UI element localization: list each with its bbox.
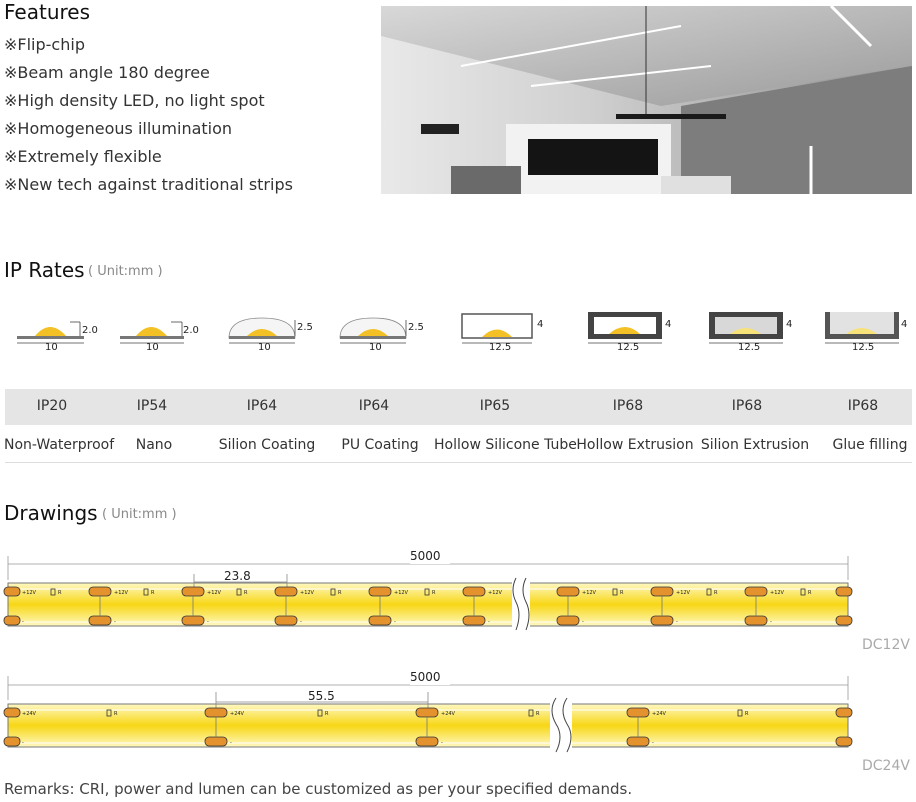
cross-section-height: 4 — [537, 319, 544, 330]
strip-r-label: R — [58, 590, 62, 596]
cross-section-ip54 — [120, 322, 199, 353]
strip-minus-label: - — [114, 619, 116, 625]
ip-rating: IP64 — [358, 398, 390, 414]
remarks-text: Remarks: CRI, power and lumen can be customized as per your specified demands. — [4, 780, 633, 798]
feature-item: ※High density LED, no light spot — [4, 91, 265, 110]
strip-r-label: R — [432, 590, 436, 596]
cross-section-height: 2.0 — [82, 325, 98, 336]
features-title: Features — [4, 0, 90, 24]
ip-rates-title: IP Rates — [4, 258, 85, 282]
cross-section-width: 10 — [146, 342, 159, 353]
ip-product-name: Non-Waterproof — [4, 437, 115, 453]
ip-product-name: PU Coating — [341, 437, 419, 453]
ip-product-name: Hollow Silicone Tube — [434, 437, 577, 453]
strip-plus-label: +12V — [207, 590, 221, 596]
cross-section-ip68-glue — [825, 312, 907, 353]
ip-rating: IP20 — [36, 398, 68, 414]
cross-section-width: 10 — [45, 342, 58, 353]
ip-product-name: Glue filling — [832, 437, 908, 453]
cross-section-ip65 — [462, 314, 543, 353]
feature-item: ※New tech against traditional strips — [4, 175, 293, 194]
strip-minus-label: - — [582, 619, 584, 625]
strip-plus-label: +12V — [488, 590, 502, 596]
cross-section-height: 2.0 — [183, 325, 199, 336]
strip-r-label: R — [325, 711, 329, 717]
ip-product-name: Hollow Extrusion — [576, 437, 694, 453]
cross-section-ip20 — [17, 322, 98, 353]
ip-rating: IP64 — [246, 398, 278, 414]
cross-section-width: 12.5 — [489, 342, 512, 353]
ip-product-name: Silion Coating — [218, 437, 316, 453]
ip-product-name: Nano — [135, 437, 173, 453]
strip-minus-label: - — [230, 740, 232, 746]
ip-rates-unit: ( Unit:mm ) — [88, 264, 163, 279]
strip-r-label: R — [151, 590, 155, 596]
strip-minus-label: - — [652, 740, 654, 746]
ip-table-divider — [5, 462, 912, 463]
ip-rating: IP68 — [612, 398, 644, 414]
voltage-label-12v: DC12V — [862, 637, 910, 653]
strip-plus-label: +24V — [652, 711, 666, 717]
ip-rating: IP54 — [136, 398, 168, 414]
strip-plus-label: +12V — [394, 590, 408, 596]
strip-length-label: 5000 — [410, 670, 441, 684]
strip-r-label: R — [745, 711, 749, 717]
strip-plus-label: +12V — [676, 590, 690, 596]
strip-plus-label: +24V — [230, 711, 244, 717]
strip-24v — [4, 669, 852, 752]
strip-plus-label: +12V — [114, 590, 128, 596]
ip-rating: IP68 — [731, 398, 763, 414]
strip-plus-label: +24V — [441, 711, 455, 717]
cross-section-ip68-silicone — [709, 312, 792, 353]
strip-minus-label: - — [22, 740, 24, 746]
strip-minus-label: - — [394, 619, 396, 625]
strip-minus-label: - — [488, 619, 490, 625]
feature-item: ※Flip-chip — [4, 35, 85, 54]
cross-section-ip64-pu — [340, 318, 424, 353]
strip-minus-label: - — [22, 619, 24, 625]
strip-r-label: R — [714, 590, 718, 596]
strip-r-label: R — [536, 711, 540, 717]
cross-section-width: 12.5 — [617, 342, 640, 353]
strip-r-label: R — [338, 590, 342, 596]
strip-pitch-label: 23.8 — [224, 569, 251, 583]
cross-section-height: 2.5 — [408, 322, 424, 333]
cross-section-width: 10 — [369, 342, 382, 353]
strip-minus-label: - — [300, 619, 302, 625]
cross-section-ip68-hollow — [588, 312, 671, 353]
feature-item: ※Homogeneous illumination — [4, 119, 233, 138]
cross-section-row — [0, 300, 916, 360]
feature-item: ※Extremely flexible — [4, 147, 162, 166]
strip-minus-label: - — [770, 619, 772, 625]
cross-section-ip64-silicone — [229, 318, 313, 353]
strip-length-label: 5000 — [410, 549, 441, 563]
strip-r-label: R — [808, 590, 812, 596]
ip-product-name: Silion Extrusion — [700, 437, 810, 453]
interior-photo — [381, 6, 912, 194]
strip-minus-label: - — [676, 619, 678, 625]
strip-r-label: R — [244, 590, 248, 596]
strip-minus-label: - — [207, 619, 209, 625]
drawings-title: Drawings — [4, 501, 98, 525]
cross-section-width: 10 — [258, 342, 271, 353]
strip-r-label: R — [620, 590, 624, 596]
strip-pitch-label: 55.5 — [308, 689, 335, 703]
strip-12v — [4, 548, 852, 630]
cross-section-height: 4 — [786, 319, 793, 330]
strip-plus-label: +12V — [582, 590, 596, 596]
feature-item: ※Beam angle 180 degree — [4, 63, 210, 82]
cross-section-height: 4 — [665, 319, 672, 330]
cross-section-width: 12.5 — [738, 342, 761, 353]
strip-plus-label: +12V — [22, 590, 36, 596]
cross-section-height: 2.5 — [297, 322, 313, 333]
strip-plus-label: +12V — [770, 590, 784, 596]
strip-minus-label: - — [441, 740, 443, 746]
cross-section-width: 12.5 — [852, 342, 875, 353]
ip-rating: IP65 — [479, 398, 511, 414]
strip-r-label: R — [114, 711, 118, 717]
ip-rating: IP68 — [847, 398, 879, 414]
strip-plus-label: +24V — [22, 711, 36, 717]
drawings-unit: ( Unit:mm ) — [102, 507, 177, 522]
strip-plus-label: +12V — [300, 590, 314, 596]
cross-section-height: 4 — [901, 319, 908, 330]
voltage-label-24v: DC24V — [862, 758, 910, 774]
strip-drawings — [0, 540, 916, 780]
